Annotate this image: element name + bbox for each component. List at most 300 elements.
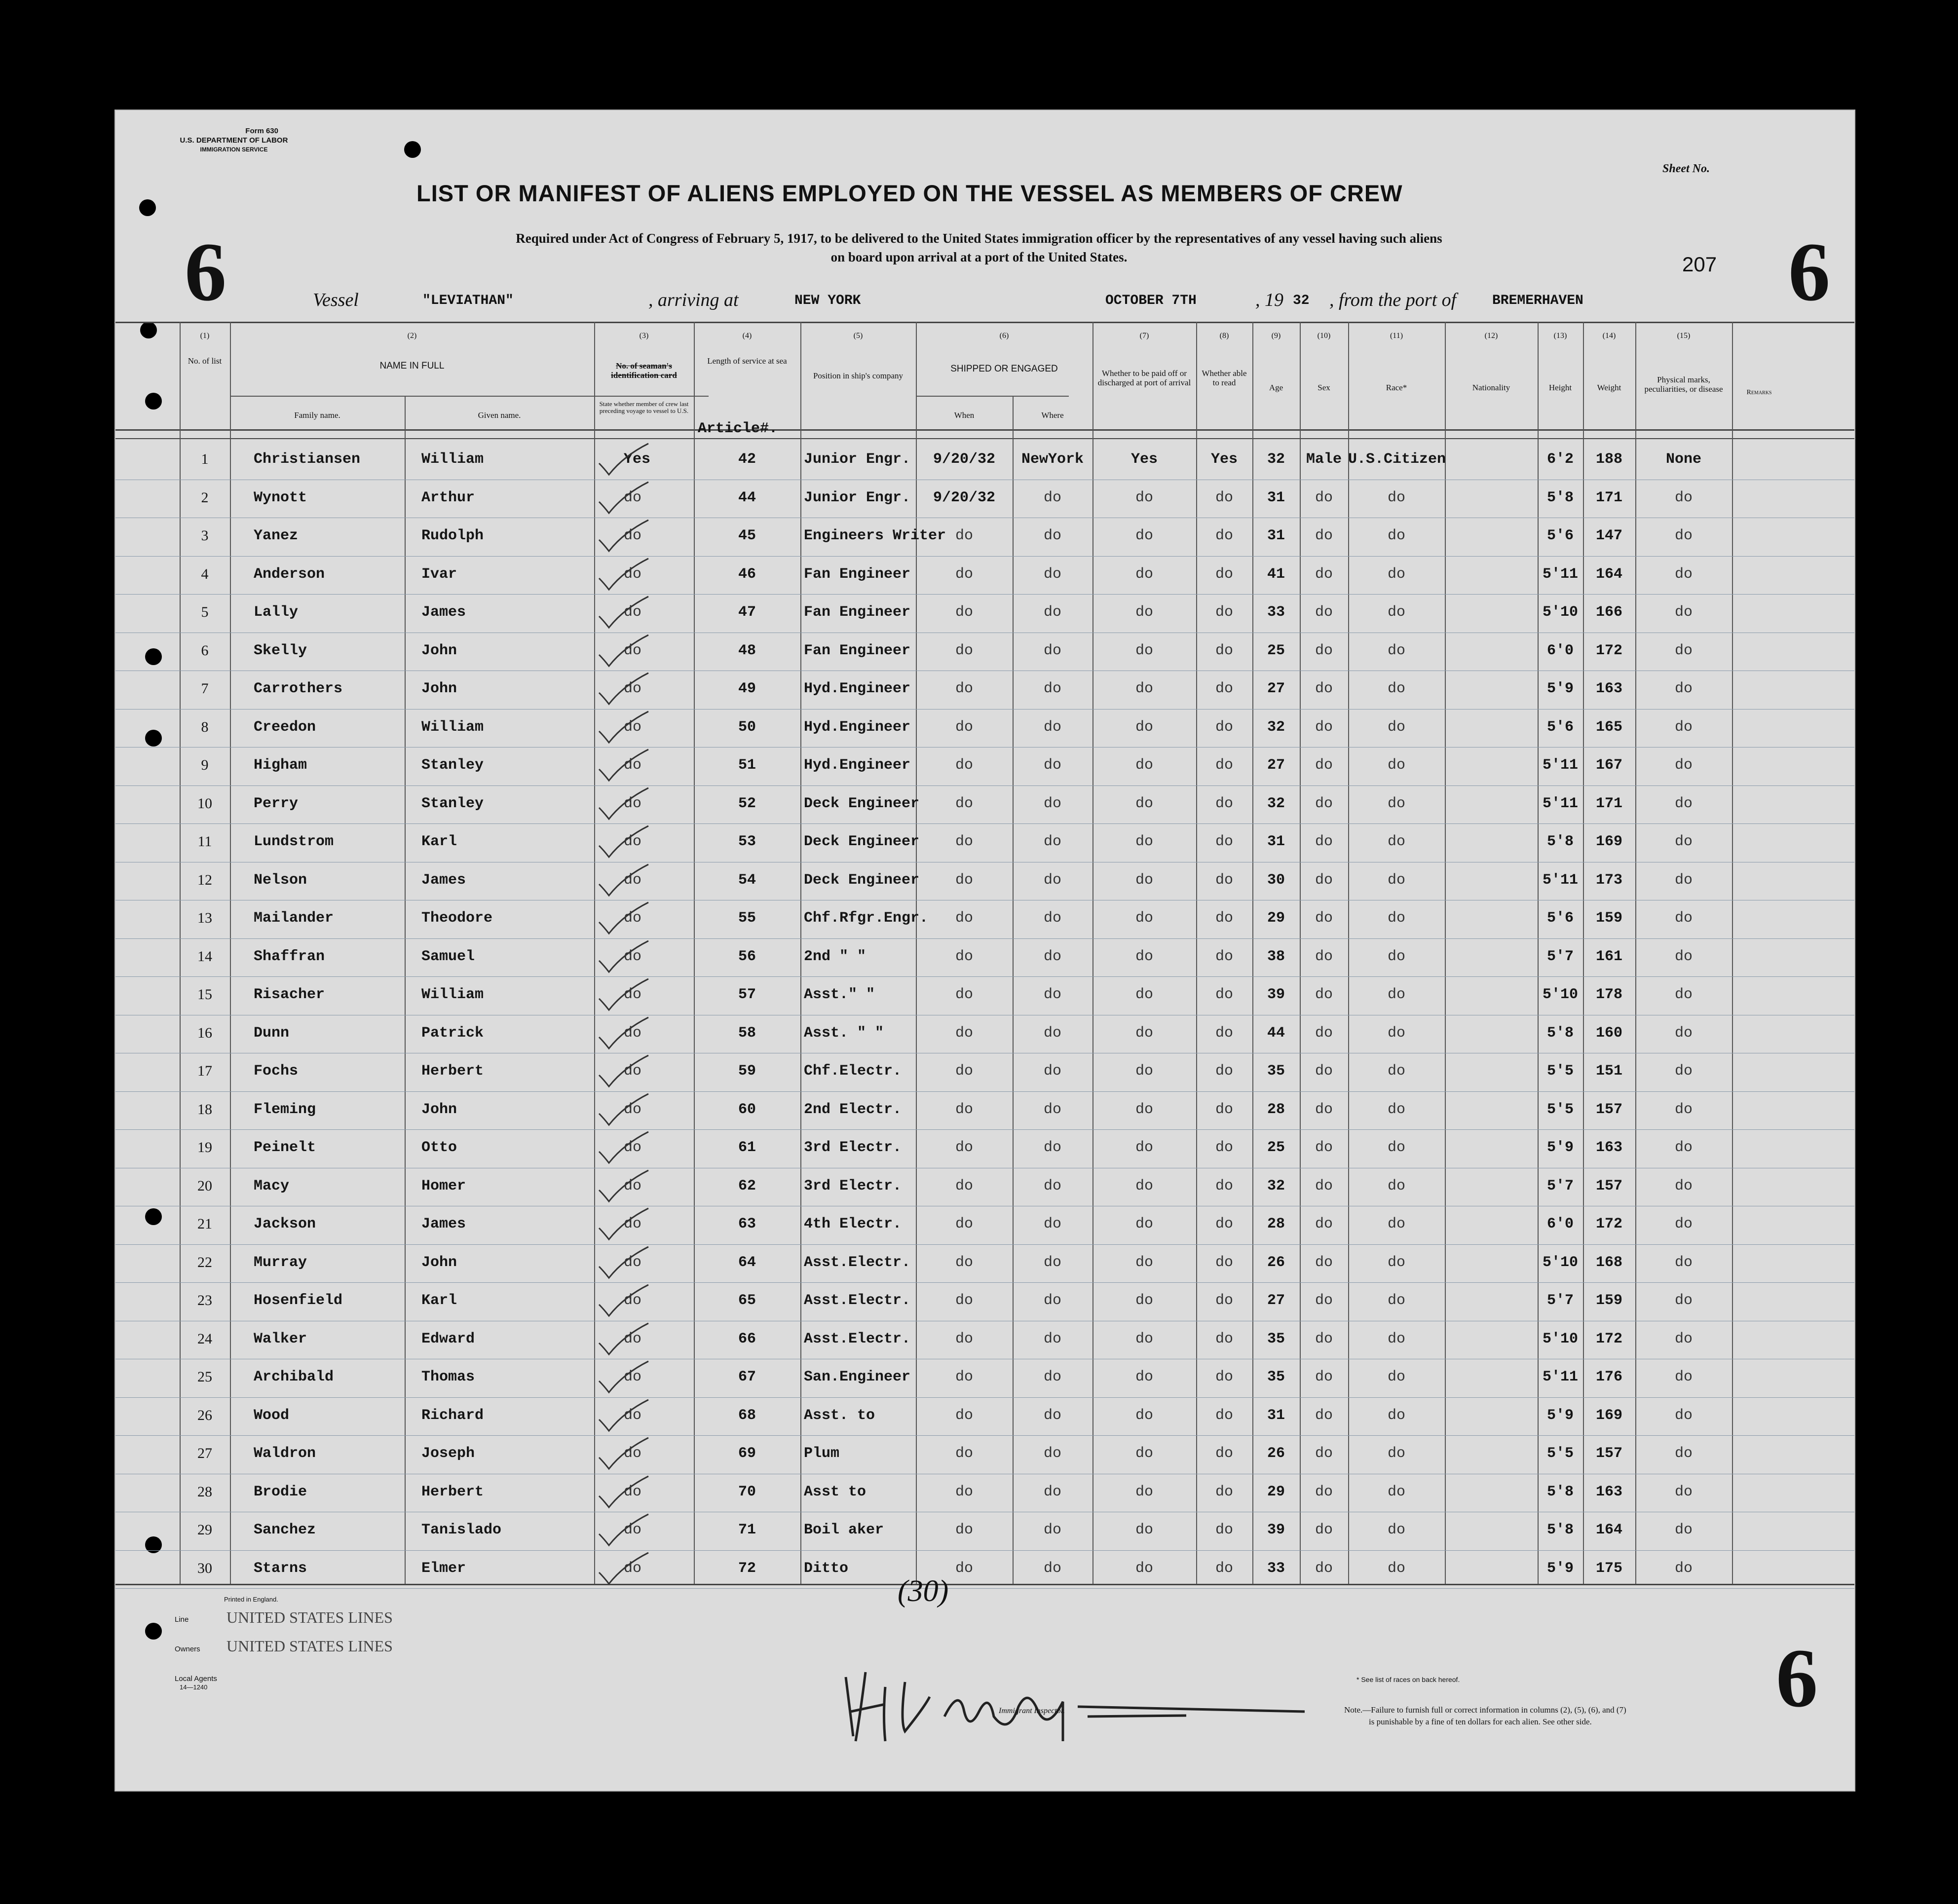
cell-race: do xyxy=(1387,910,1405,927)
cell-race: do xyxy=(1387,527,1405,544)
cell-given: James xyxy=(421,871,466,889)
cell-height: 5'11 xyxy=(1542,871,1578,889)
checkmark-icon xyxy=(597,785,656,825)
cell-physical: do xyxy=(1674,1101,1693,1118)
cell-card: do xyxy=(624,642,642,659)
cell-when: do xyxy=(955,833,973,850)
cell-sex: do xyxy=(1315,1177,1333,1195)
table-row xyxy=(115,747,1854,785)
table-row xyxy=(115,1129,1854,1168)
cell-age: 31 xyxy=(1267,833,1285,850)
cell-height: 6'0 xyxy=(1546,642,1574,659)
article-label: Article#. xyxy=(698,420,778,437)
cell-sex: do xyxy=(1315,1024,1333,1042)
cell-read: do xyxy=(1215,1292,1233,1309)
checkmark-icon xyxy=(597,823,656,863)
cell-age: 27 xyxy=(1267,1292,1285,1309)
cell-card: do xyxy=(624,795,642,812)
cell-race: do xyxy=(1387,1330,1405,1347)
cell-race: do xyxy=(1387,1522,1405,1538)
fine-note xyxy=(1344,1704,1788,1728)
cell-age: 32 xyxy=(1267,718,1285,736)
cell-weight: 166 xyxy=(1595,604,1622,621)
table-row xyxy=(115,518,1854,556)
cell-physical: do xyxy=(1674,871,1693,889)
cell-given: Stanley xyxy=(421,757,484,774)
cell-where: do xyxy=(1043,1522,1061,1538)
cell-physical: do xyxy=(1674,680,1693,697)
cell-age: 27 xyxy=(1267,680,1285,697)
cell-service: 58 xyxy=(738,1024,756,1042)
cell-position: Asst.Electr. xyxy=(804,1254,911,1271)
cell-height: 5'5 xyxy=(1546,1063,1574,1080)
cell-card: do xyxy=(624,1101,642,1118)
cell-paid: do xyxy=(1135,718,1153,736)
cell-no: 27 xyxy=(197,1445,212,1461)
cell-sex: do xyxy=(1315,910,1333,927)
cell-height: 5'8 xyxy=(1546,1522,1574,1538)
checkmark-icon xyxy=(597,441,656,481)
cell-age: 41 xyxy=(1267,565,1285,583)
cell-position: Fan Engineer xyxy=(804,642,911,659)
table-row xyxy=(115,1512,1854,1550)
cell-card: do xyxy=(624,871,642,889)
cell-card: do xyxy=(624,1483,642,1500)
cell-family: Jackson xyxy=(254,1216,316,1232)
cell-read: do xyxy=(1215,871,1233,889)
table-row xyxy=(115,785,1854,824)
cell-race: do xyxy=(1387,795,1405,812)
cell-age: 32 xyxy=(1267,795,1285,812)
cell-read: do xyxy=(1215,910,1233,927)
cell-height: 5'6 xyxy=(1546,910,1574,927)
cell-read: do xyxy=(1215,527,1233,544)
cell-family: Higham xyxy=(254,757,307,774)
cell-position: Deck Engineer xyxy=(804,871,920,889)
table-row xyxy=(115,1474,1854,1512)
cell-age: 27 xyxy=(1267,757,1285,774)
fine-note-line-2: is punishable by a fine of ten dollars for each alien. See other side. xyxy=(1369,1717,1592,1726)
cell-position: 3rd Electr. xyxy=(804,1139,902,1156)
cell-read: do xyxy=(1215,948,1233,965)
cell-weight: 172 xyxy=(1595,642,1622,659)
cell-paid: do xyxy=(1135,1330,1153,1347)
cell-where: do xyxy=(1043,642,1061,659)
table-row xyxy=(115,1359,1854,1397)
cell-given: Richard xyxy=(421,1407,484,1424)
cell-race: do xyxy=(1387,871,1405,889)
cell-no: 9 xyxy=(201,757,209,773)
form-number: Form 630 xyxy=(245,127,278,135)
column-number: (5) xyxy=(853,332,863,340)
header-physical: Physical marks, peculiarities, or disease xyxy=(1644,375,1723,394)
table-row xyxy=(115,976,1854,1015)
cell-weight: 157 xyxy=(1595,1177,1622,1195)
table-row xyxy=(115,938,1854,977)
cell-card: do xyxy=(624,1330,642,1347)
cell-paid: do xyxy=(1135,871,1153,889)
cell-family: Wood xyxy=(254,1407,290,1424)
checkmark-icon xyxy=(597,1512,656,1551)
cell-given: Patrick xyxy=(421,1024,484,1042)
cell-card: do xyxy=(624,489,642,506)
cell-family: Murray xyxy=(254,1254,307,1271)
cell-family: Waldron xyxy=(254,1445,316,1462)
cell-service: 50 xyxy=(738,718,756,736)
cell-where: do xyxy=(1043,718,1061,736)
cell-no: 1 xyxy=(201,451,209,467)
cell-when: do xyxy=(955,642,973,659)
cell-no: 3 xyxy=(201,527,209,544)
cell-weight: 157 xyxy=(1595,1101,1622,1118)
cell-family: Carrothers xyxy=(254,680,343,697)
cell-height: 5'8 xyxy=(1546,833,1574,850)
cell-age: 31 xyxy=(1267,1407,1285,1424)
cell-height: 5'10 xyxy=(1542,1254,1578,1271)
cell-service: 65 xyxy=(738,1292,756,1309)
cell-where: do xyxy=(1043,1101,1061,1118)
header-weight: Weight xyxy=(1597,383,1621,392)
cell-height: 5'9 xyxy=(1546,1407,1574,1424)
cell-paid: do xyxy=(1135,795,1153,812)
cell-when: do xyxy=(955,1101,973,1118)
cell-paid: do xyxy=(1135,1024,1153,1042)
cell-height: 5'8 xyxy=(1546,489,1574,506)
cell-card: do xyxy=(624,604,642,621)
cell-race: do xyxy=(1387,1254,1405,1271)
cell-where: do xyxy=(1043,948,1061,965)
cell-race: do xyxy=(1387,833,1405,850)
cell-position: Hyd.Engineer xyxy=(804,680,911,697)
cell-race: U.S.Citizen xyxy=(1348,451,1446,468)
cell-paid: do xyxy=(1135,680,1153,697)
cell-weight: 168 xyxy=(1595,1254,1622,1271)
cell-weight: 178 xyxy=(1595,986,1622,1003)
cell-no: 20 xyxy=(197,1177,212,1194)
cell-weight: 171 xyxy=(1595,489,1622,506)
cell-no: 2 xyxy=(201,489,209,506)
cell-physical: do xyxy=(1674,604,1693,621)
cell-paid: do xyxy=(1135,1254,1153,1271)
cell-weight: 163 xyxy=(1595,1483,1622,1500)
cell-height: 5'9 xyxy=(1546,1560,1574,1577)
column-number: (12) xyxy=(1484,332,1498,340)
cell-when: do xyxy=(955,604,973,621)
title-subtitle xyxy=(328,229,1630,266)
header-sex: Sex xyxy=(1318,383,1330,392)
cell-where: do xyxy=(1043,680,1061,697)
cell-weight: 188 xyxy=(1595,451,1622,468)
header-shipped: SHIPPED OR ENGAGED xyxy=(950,364,1058,374)
cell-sex: do xyxy=(1315,489,1333,506)
cell-paid: do xyxy=(1135,1216,1153,1232)
cell-age: 26 xyxy=(1267,1254,1285,1271)
cell-physical: do xyxy=(1674,1445,1693,1462)
cell-sex: do xyxy=(1315,1522,1333,1538)
cell-where: do xyxy=(1043,1560,1061,1577)
cell-sex: do xyxy=(1315,986,1333,1003)
cell-height: 5'11 xyxy=(1542,565,1578,583)
punch-hole xyxy=(404,141,421,158)
cell-card: do xyxy=(624,1445,642,1462)
cell-position: Asst. " " xyxy=(804,1024,884,1042)
cell-height: 5'11 xyxy=(1542,795,1578,812)
cell-weight: 165 xyxy=(1595,718,1622,736)
cell-given: John xyxy=(421,1254,457,1271)
cell-service: 69 xyxy=(738,1445,756,1462)
cell-where: do xyxy=(1043,604,1061,621)
cell-height: 5'8 xyxy=(1546,1483,1574,1500)
column-number: (9) xyxy=(1271,332,1281,340)
cell-age: 28 xyxy=(1267,1216,1285,1232)
cell-service: 46 xyxy=(738,565,756,583)
cell-race: do xyxy=(1387,718,1405,736)
cell-physical: None xyxy=(1665,451,1701,468)
cell-when: 9/20/32 xyxy=(933,451,996,468)
cell-race: do xyxy=(1387,1177,1405,1195)
column-number: (6) xyxy=(999,332,1009,340)
cell-given: Homer xyxy=(421,1177,466,1195)
cell-when: do xyxy=(955,1177,973,1195)
cell-service: 57 xyxy=(738,986,756,1003)
header-remarks: Remarks xyxy=(1746,389,1772,396)
cell-sex: do xyxy=(1315,1369,1333,1385)
cell-sex: do xyxy=(1315,527,1333,544)
table-row xyxy=(115,1321,1854,1359)
table-row xyxy=(115,594,1854,633)
cell-no: 13 xyxy=(197,910,212,926)
cell-weight: 163 xyxy=(1595,1139,1622,1156)
cell-height: 5'10 xyxy=(1542,986,1578,1003)
cell-card: do xyxy=(624,680,642,697)
table-row xyxy=(115,1435,1854,1474)
cell-paid: do xyxy=(1135,1407,1153,1424)
cell-position: Asst." " xyxy=(804,986,875,1003)
cell-when: do xyxy=(955,1063,973,1080)
cell-given: Herbert xyxy=(421,1483,484,1500)
cell-no: 16 xyxy=(197,1024,212,1041)
cell-sex: do xyxy=(1315,795,1333,812)
sheet-label: Sheet No. xyxy=(1662,162,1710,175)
cell-family: Lundstrom xyxy=(254,833,334,850)
cell-race: do xyxy=(1387,1024,1405,1042)
cell-when: do xyxy=(955,1216,973,1232)
cell-weight: 159 xyxy=(1595,1292,1622,1309)
cell-given: Karl xyxy=(421,1292,457,1309)
department-name: U.S. DEPARTMENT OF LABOR xyxy=(180,136,288,145)
cell-age: 33 xyxy=(1267,1560,1285,1577)
header-able-to-read: Whether able to read xyxy=(1202,369,1247,387)
table-row xyxy=(115,1053,1854,1091)
table-row xyxy=(115,480,1854,518)
cell-family: Mailander xyxy=(254,910,334,927)
checkmark-icon xyxy=(597,1282,656,1322)
cell-sex: do xyxy=(1315,565,1333,583)
cell-no: 28 xyxy=(197,1483,212,1500)
cell-read: do xyxy=(1215,604,1233,621)
cell-no: 14 xyxy=(197,948,212,965)
cell-no: 12 xyxy=(197,871,212,888)
cell-physical: do xyxy=(1674,565,1693,583)
table-row xyxy=(115,1244,1854,1283)
cell-given: Samuel xyxy=(421,948,475,965)
cell-family: Fleming xyxy=(254,1101,316,1118)
manifest-sheet xyxy=(114,110,1855,1792)
cell-family: Skelly xyxy=(254,642,307,659)
cell-height: 5'6 xyxy=(1546,718,1574,736)
cell-read: do xyxy=(1215,1407,1233,1424)
cell-family: Yanez xyxy=(254,527,299,544)
cell-paid: do xyxy=(1135,986,1153,1003)
cell-weight: 176 xyxy=(1595,1369,1622,1385)
cell-when: do xyxy=(955,757,973,774)
cell-service: 53 xyxy=(738,833,756,850)
cell-where: do xyxy=(1043,1063,1061,1080)
cell-physical: do xyxy=(1674,1369,1693,1385)
column-number: (3) xyxy=(639,332,649,340)
cell-age: 39 xyxy=(1267,1522,1285,1538)
cell-race: do xyxy=(1387,1216,1405,1232)
cell-where: do xyxy=(1043,527,1061,544)
cell-sex: do xyxy=(1315,1063,1333,1080)
cell-when: do xyxy=(955,565,973,583)
cell-service: 66 xyxy=(738,1330,756,1347)
cell-service: 55 xyxy=(738,910,756,927)
cell-position: Plum xyxy=(804,1445,840,1462)
cell-race: do xyxy=(1387,642,1405,659)
cell-age: 33 xyxy=(1267,604,1285,621)
cell-race: do xyxy=(1387,565,1405,583)
cell-race: do xyxy=(1387,680,1405,697)
cell-where: do xyxy=(1043,986,1061,1003)
cell-physical: do xyxy=(1674,1177,1693,1195)
cell-age: 25 xyxy=(1267,1139,1285,1156)
from-port: BREMERHAVEN xyxy=(1492,293,1583,308)
cell-given: Elmer xyxy=(421,1560,466,1577)
table-row xyxy=(115,900,1854,938)
cell-where: do xyxy=(1043,757,1061,774)
sheet-number-left: 6 xyxy=(185,225,226,318)
cell-age: 29 xyxy=(1267,910,1285,927)
cell-no: 23 xyxy=(197,1292,212,1308)
cell-race: do xyxy=(1387,1139,1405,1156)
cell-age: 35 xyxy=(1267,1330,1285,1347)
checkmark-icon xyxy=(597,1015,656,1054)
cell-given: William xyxy=(421,986,484,1003)
cell-given: Rudolph xyxy=(421,527,484,544)
cell-given: William xyxy=(421,451,484,468)
cell-physical: do xyxy=(1674,1522,1693,1538)
vessel-label: Vessel xyxy=(313,290,359,310)
table-row xyxy=(115,1015,1854,1053)
cell-sex: do xyxy=(1315,1101,1333,1118)
cell-paid: do xyxy=(1135,1522,1153,1538)
header-id-card-note: State whether member of crew last preceding voyage to vessel to U.S. xyxy=(599,400,689,414)
cell-family: Dunn xyxy=(254,1024,290,1042)
cell-given: Theodore xyxy=(421,910,493,927)
cell-paid: do xyxy=(1135,1560,1153,1577)
checkmark-icon xyxy=(597,1053,656,1092)
cell-position: Engineers Writer xyxy=(804,527,946,544)
cell-physical: do xyxy=(1674,910,1693,927)
cell-read: do xyxy=(1215,833,1233,850)
owners-value: UNITED STATES LINES xyxy=(226,1637,393,1655)
cell-height: 5'7 xyxy=(1546,1292,1574,1309)
cell-card: do xyxy=(624,1024,642,1042)
cell-age: 26 xyxy=(1267,1445,1285,1462)
cell-paid: do xyxy=(1135,1139,1153,1156)
cell-physical: do xyxy=(1674,1483,1693,1500)
cell-read: do xyxy=(1215,795,1233,812)
cell-when: do xyxy=(955,1483,973,1500)
cell-card: do xyxy=(624,986,642,1003)
cell-sex: do xyxy=(1315,680,1333,697)
cell-physical: do xyxy=(1674,1407,1693,1424)
year-prefix: , 19 xyxy=(1255,290,1283,310)
header-name-in-full: NAME IN FULL xyxy=(379,361,445,371)
cell-when: do xyxy=(955,871,973,889)
cell-height: 5'10 xyxy=(1542,604,1578,621)
cell-weight: 160 xyxy=(1595,1024,1622,1042)
cell-no: 22 xyxy=(197,1254,212,1270)
cell-weight: 172 xyxy=(1595,1330,1622,1347)
cell-service: 47 xyxy=(738,604,756,621)
cell-height: 5'6 xyxy=(1546,527,1574,544)
cell-no: 6 xyxy=(201,642,209,659)
cell-race: do xyxy=(1387,948,1405,965)
cell-sex: do xyxy=(1315,757,1333,774)
cell-sex: do xyxy=(1315,1560,1333,1577)
checkmark-icon xyxy=(597,1091,656,1131)
cell-service: 54 xyxy=(738,871,756,889)
cell-when: do xyxy=(955,1330,973,1347)
cell-sex: Male xyxy=(1306,451,1342,468)
cell-paid: do xyxy=(1135,1177,1153,1195)
cell-given: Tanislado xyxy=(421,1522,502,1538)
cell-physical: do xyxy=(1674,1254,1693,1271)
cell-height: 5'9 xyxy=(1546,680,1574,697)
cell-read: do xyxy=(1215,642,1233,659)
cell-family: Anderson xyxy=(254,565,325,583)
arriving-label: , arriving at xyxy=(648,290,739,310)
cell-service: 71 xyxy=(738,1522,756,1538)
cell-given: Ivar xyxy=(421,565,457,583)
voyage-line xyxy=(313,289,1694,319)
cell-when: do xyxy=(955,718,973,736)
cell-service: 67 xyxy=(738,1369,756,1385)
cell-given: Herbert xyxy=(421,1063,484,1080)
cell-when: do xyxy=(955,910,973,927)
column-number: (15) xyxy=(1677,332,1691,340)
cell-position: Asst.Electr. xyxy=(804,1292,911,1309)
table-row xyxy=(115,633,1854,671)
checkmark-icon xyxy=(597,709,656,748)
cell-family: Perry xyxy=(254,795,299,812)
cell-physical: do xyxy=(1674,1216,1693,1232)
cell-service: 60 xyxy=(738,1101,756,1118)
cell-given: Otto xyxy=(421,1139,457,1156)
cell-height: 5'10 xyxy=(1542,1330,1578,1347)
cell-service: 61 xyxy=(738,1139,756,1156)
cell-race: do xyxy=(1387,986,1405,1003)
cell-physical: do xyxy=(1674,1292,1693,1309)
cell-family: Hosenfield xyxy=(254,1292,343,1309)
cell-card: do xyxy=(624,1522,642,1538)
cell-position: Asst.Electr. xyxy=(804,1330,911,1347)
cell-physical: do xyxy=(1674,527,1693,544)
page-number: 207 xyxy=(1682,253,1717,276)
subtitle-line-1: Required under Act of Congress of February 5, 1917, to be delivered to the United States immigration officer by the representatives of any vessel having such aliens xyxy=(516,231,1442,246)
